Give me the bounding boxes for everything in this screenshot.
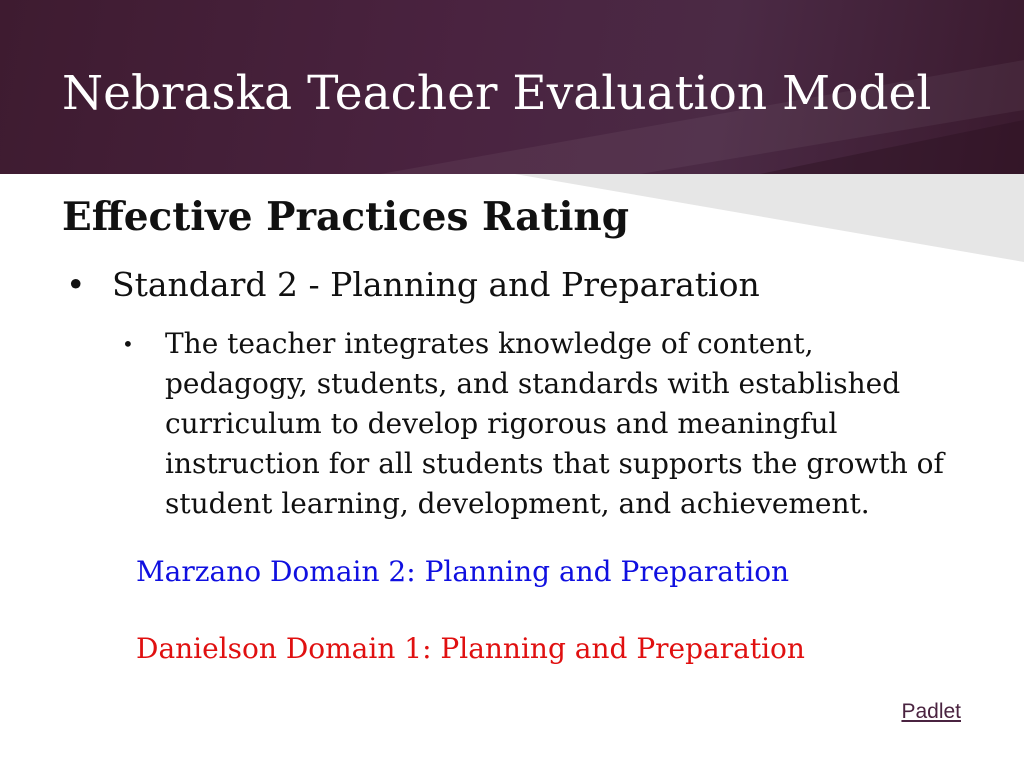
bullet-description	[122, 324, 942, 524]
standard-text: Standard 2 - Planning and Preparation	[112, 265, 760, 304]
danielson-domain-text: Danielson Domain 1: Planning and Preparation	[136, 632, 805, 665]
bullet-standard	[66, 265, 760, 304]
bullet-marker: •	[66, 265, 86, 304]
slide-title: Nebraska Teacher Evaluation Model	[62, 66, 932, 121]
marzano-domain-text: Marzano Domain 2: Planning and Preparation	[136, 555, 790, 588]
sub-bullet-marker: •	[122, 332, 134, 356]
padlet-link[interactable]: Padlet	[901, 700, 961, 723]
section-heading: Effective Practices Rating	[62, 194, 630, 240]
description-text: The teacher integrates knowledge of content, pedagogy, students, and standards with established curriculum to develop rigorous and meaningful instruction for all students that supports the growth of student learning, development, and achievement.	[165, 327, 944, 520]
